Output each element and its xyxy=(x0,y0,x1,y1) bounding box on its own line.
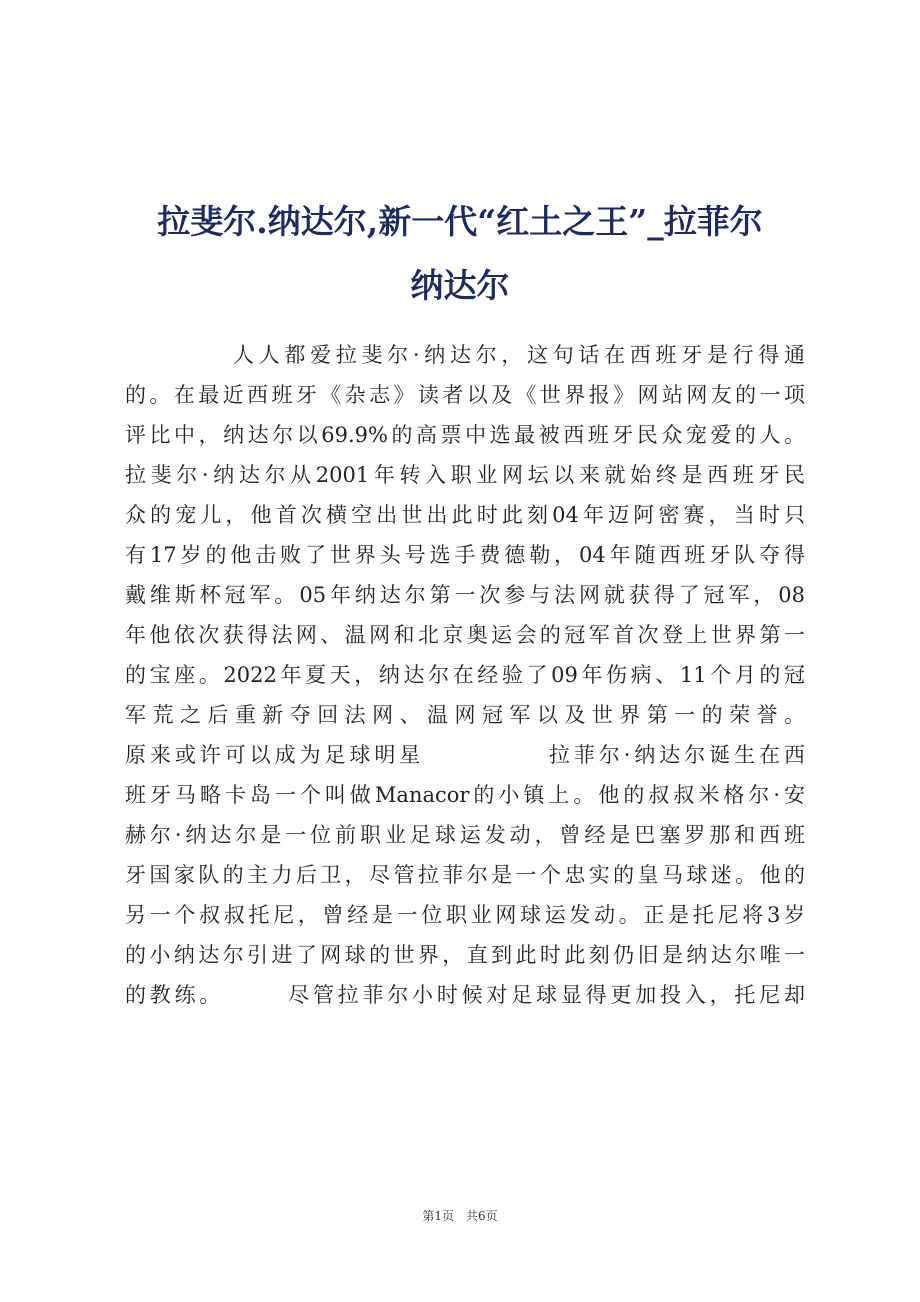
body-line: 赫尔·纳达尔是一位前职业足球运发动，曾经是巴塞罗那和西班 xyxy=(125,823,805,847)
body-line: 戴维斯杯冠军。05年纳达尔第一次参与法网就获得了冠军，08 xyxy=(125,583,805,607)
document-body xyxy=(125,335,805,1015)
title-line-1: 拉斐尔.纳达尔,新一代“红土之王”_拉菲尔 xyxy=(157,202,763,241)
body-line: 的教练。 尽管拉菲尔小时候对足球显得更加投入，托尼却 xyxy=(125,983,805,1007)
body-line: 拉斐尔·纳达尔从2001年转入职业网坛以来就始终是西班牙民 xyxy=(125,463,805,487)
body-line: 众的宠儿，他首次横空出世出此时此刻04年迈阿密赛，当时只 xyxy=(125,503,805,527)
body-line: 军荒之后重新夺回法网、温网冠军以及世界第一的荣誉。 xyxy=(125,703,805,727)
body-line: 的。在最近西班牙《杂志》读者以及《世界报》网站网友的一项 xyxy=(125,383,805,407)
body-line: 人人都爱拉斐尔·纳达尔，这句话在西班牙是行得通 xyxy=(233,343,805,367)
body-line: 的小纳达尔引进了网球的世界，直到此时此刻仍旧是纳达尔唯一 xyxy=(125,943,805,967)
body-line: 另一个叔叔托尼，曾经是一位职业网球运发动。正是托尼将3岁 xyxy=(125,903,805,927)
body-line: 评比中，纳达尔以69.9%的高票中选最被西班牙民众宠爱的人。 xyxy=(125,423,805,447)
body-line: 班牙马略卡岛一个叫做Manacor的小镇上。他的叔叔米格尔·安 xyxy=(125,783,805,807)
body-line: 原来或许可以成为足球明星 拉菲尔·纳达尔诞生在西 xyxy=(125,743,805,767)
body-line: 牙国家队的主力后卫，尽管拉菲尔是一个忠实的皇马球迷。他的 xyxy=(125,863,805,887)
body-line: 的宝座。2022年夏天，纳达尔在经验了09年伤病、11个月的冠 xyxy=(125,663,805,687)
title-line-2: 纳达尔 xyxy=(410,266,510,305)
page-number-footer: 第1页 共6页 xyxy=(422,1209,498,1223)
body-line: 年他依次获得法网、温网和北京奥运会的冠军首次登上世界第一 xyxy=(125,623,805,647)
document-title xyxy=(110,190,810,318)
body-line: 有17岁的他击败了世界头号选手费德勒，04年随西班牙队夺得 xyxy=(125,543,805,567)
